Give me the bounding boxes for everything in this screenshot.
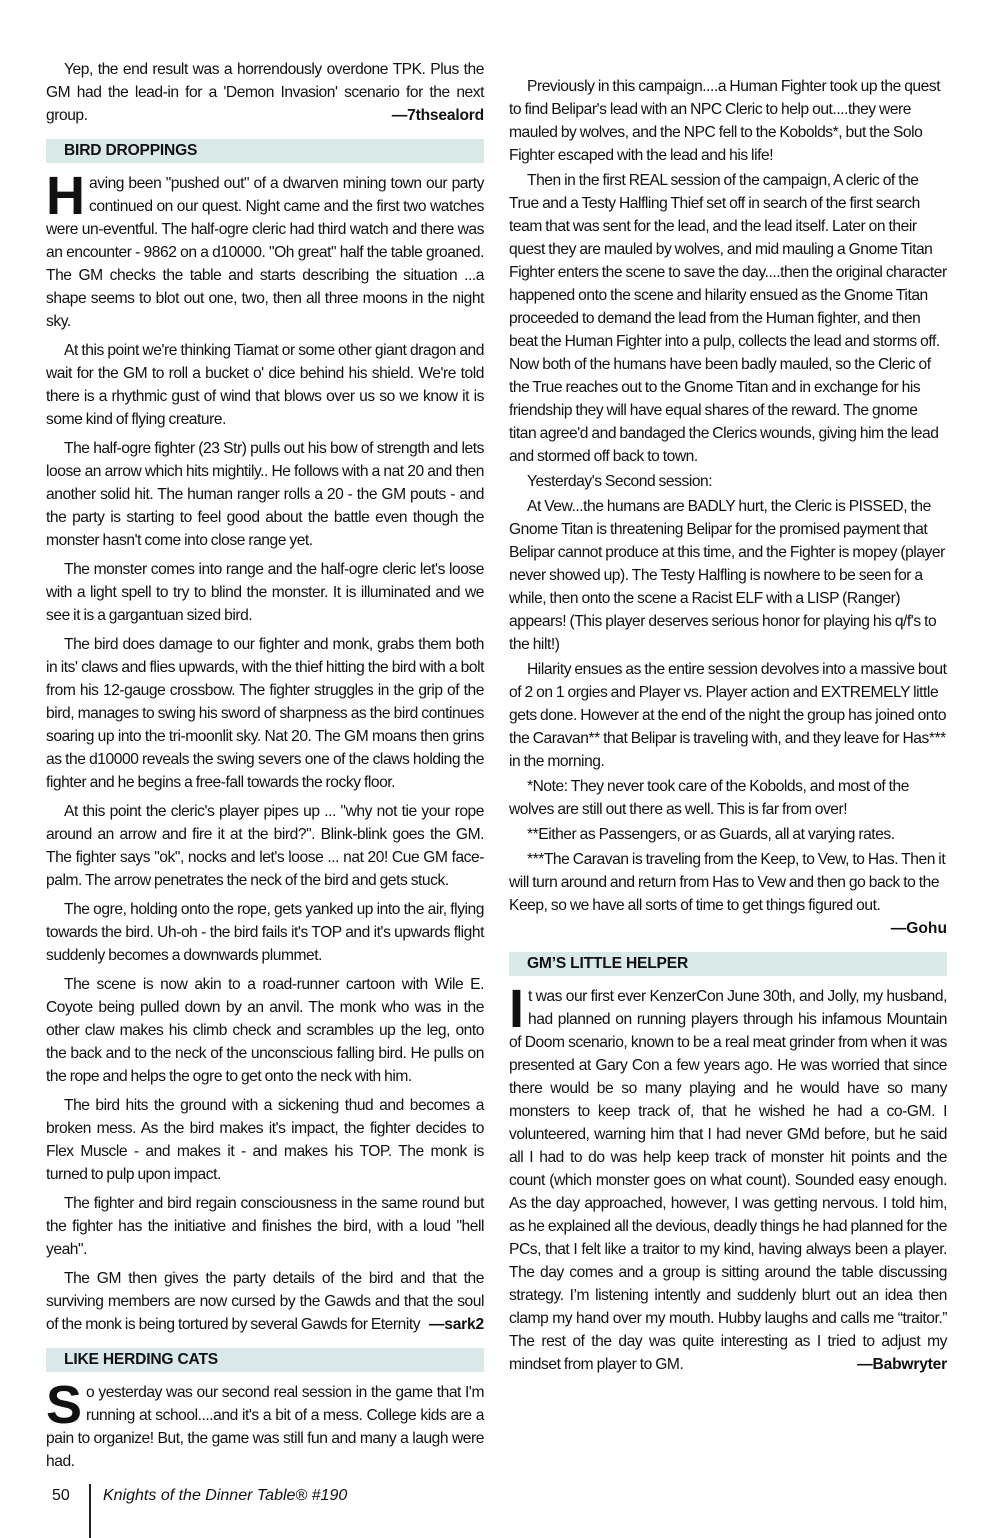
intro-signature: —7thsealord bbox=[391, 107, 484, 124]
herding-cats-first-paragraph: So yesterday was our second real session in the game that I'm running at school....and it's a bit of a mess. College kids are a pain to organize! But, the game was still fun and many a laugh were had. bbox=[46, 1375, 484, 1470]
herding-cats-heading: LIKE HERDING CATS bbox=[46, 1348, 484, 1372]
article-paragraph: The half-ogre fighter (23 Str) pulls out his bow of strength and lets loose an arrow which hits mightily.. He follows with a nat 20 and then another solid hit. The human ranger rolls a 20 - the GM pouts - and the party is starting to feel good about the battle even though the monster hasn't come into close range yet. bbox=[46, 440, 484, 549]
article-paragraph: Then in the first REAL session of the campaign, A cleric of the True and a Testy Halfling Thief set off in search of the first search team that was sent for the lead, and the lead itself. Later on their quest they are mauled by wolves, and mid mauling a Gnome Titan Fighter enters the scene to save the day....then the original character happened onto the scene and hilarity ensued as the Gnome Titan proceeded to demand the lead from the Human fighter, and then beat the Human Fighter into a pulp, collects the lead and storms off. Now both of the humans have been badly mauled, so the Cleric of the True reaches out to the Gnome Titan and in exchange for his friendship they will have equal shares of the reward. The gnome titan agree'd and bandaged the Clerics wounds, giving him the lead and stormed off back to town. bbox=[509, 172, 947, 465]
article-paragraph: The bird does damage to our fighter and monk, grabs them both in its' claws and flies upwards, with the thief hitting the bird with a bolt from his 12-gauge crossbow. The fighter struggles in the grip of the bird, manages to swing his sword of sharpness as the bird continues soaring up into the tri-moonlit sky. Nat 20. The GM moans then grins as the d10000 reveals the swing severs one of the claws holding the fighter and he begins a free-fall towards the rocky floor. bbox=[46, 636, 484, 791]
herding-cats-signature: —Gohu bbox=[890, 920, 947, 937]
bird-droppings-heading: BIRD DROPPINGS bbox=[46, 139, 484, 163]
bird-droppings-last-paragraph: The GM then gives the party details of the bird and that the surviving members are now cursed by the Gawds and that the soul of the monk is being tortured by several Gawds for Eternity —sark2 bbox=[46, 1267, 484, 1336]
gms-little-helper-signature: —Babwryter bbox=[857, 1356, 947, 1373]
article-paragraph: Hilarity ensues as the entire session devolves into a massive bout of 2 on 1 orgies and Player vs. Player action and EXTREMELY little gets done. However at the end of the night the group has joined onto the Caravan** that Belipar is traveling with, and they leave for Has*** in the morning. bbox=[509, 661, 947, 770]
article-paragraph: At this point the cleric's player pipes up ... "why not tie your rope around an arrow and fire it at the bird?". Blink-blink goes the GM. The fighter says "ok", nocks and let's loose ... nat 20! Cue GM face-palm. The arrow penetrates the neck of the bird and gets stuck. bbox=[46, 803, 484, 889]
bird-droppings-signature: —sark2 bbox=[428, 1316, 484, 1333]
bird-droppings-first-paragraph: Having been "pushed out" of a dwarven mining town our party continued on our quest. Night came and the first two watches were un-eventful. The half-ogre cleric had third watch and there was an encounter - 9862 on a d10000. "Oh great" half the table groaned. The GM checks the table and starts describing the situation ...a shape seems to blot out one, two, then all three moons in the night sky. bbox=[46, 166, 484, 330]
article-paragraph: The monster comes into range and the half-ogre cleric let's loose with a light spell to try to blind the monster. It is illuminated and we see it is a gargantuan sized bird. bbox=[46, 561, 484, 624]
drop-cap: S bbox=[46, 1375, 83, 1435]
article-paragraph: *Note: They never took care of the Kobolds, and most of the wolves are still out there as well. This is far from over! bbox=[509, 778, 910, 818]
right-column bbox=[509, 58, 947, 1378]
page-footer bbox=[0, 1484, 994, 1538]
article-paragraph: The bird hits the ground with a sickening thud and becomes a broken mess. As the bird makes it's impact, the fighter decides to Flex Muscle - and makes it - and makes his TOP. The monk is turned to pulp upon impact. bbox=[46, 1097, 484, 1183]
article-paragraph: At this point we're thinking Tiamat or some other giant dragon and wait for the GM to roll a bucket o' dice behind his shield. We're told there is a rhythmic gust of wind that blows over us so we know it is some kind of flying creature. bbox=[46, 342, 484, 428]
article-paragraph: **Either as Passengers, or as Guards, all at varying rates. bbox=[527, 826, 895, 843]
drop-cap: I bbox=[509, 979, 525, 1039]
footer-divider bbox=[89, 1484, 91, 1538]
article-paragraph: ***The Caravan is traveling from the Keep, to Vew, to Has. Then it will turn around and return from Has to Vew and then go back to the Keep, so we have all sorts of time to get things figured out. bbox=[509, 851, 946, 914]
gms-little-helper-paragraph: It was our first ever KenzerCon June 30th, and Jolly, my husband, had planned on running players through his infamous Mountain of Doom scenario, known to be a real meat grinder from when it was presented at Gary Con a few years ago. He was worried that since there would be so many playing and he would have so many monsters to keep track of, that he wished he had a co-GM. I volunteered, warning him that I had never GMd before, but he said all I had to do was help keep track of monster hit points and the count (which monster goes on what count). Sounded easy enough. As the day approached, however, I was getting nervous. I told him, as he explained all the devious, deadly things he had planned for the PCs, that I felt like a traitor to my kind, having always been a player. The day comes and a group is sitting around the table discussing strategy. I’m listening intently and suddenly blurt out an idea then clamp my hand over my mouth. Hubby laughs and calls me “traitor.” The rest of the day was quite interesting as I tried to adjust my mindset from player to GM. —Babwryter bbox=[509, 985, 947, 1376]
article-paragraph: At Vew...the humans are BADLY hurt, the Cleric is PISSED, the Gnome Titan is threatening Belipar for the promised payment that Belipar cannot produce at this time, and the Fighter is mopey (player never showed up). The Testy Halfling is nowhere to be seen for a while, then onto the scene a Racist ELF with a LISP (Ranger) appears! (This player deserves serious honor for playing his q/f's to the hilt!) bbox=[509, 498, 945, 653]
article-paragraph: Previously in this campaign....a Human Fighter took up the quest to find Belipar's lead with an NPC Cleric to help out....they were mauled by wolves, and the NPC fell to the Kobolds*, but the Solo Fighter escaped with the lead and his life! bbox=[509, 78, 941, 164]
article-paragraph: The ogre, holding onto the rope, gets yanked up into the air, flying towards the bird. Uh-oh - the bird fails it's TOP and it's upwards flight suddenly becomes a downwards plummet. bbox=[46, 901, 484, 964]
gms-little-helper-heading: GM’S LITTLE HELPER bbox=[509, 952, 947, 976]
left-column bbox=[46, 58, 484, 1479]
page-number: 50 bbox=[52, 1487, 70, 1504]
intro-paragraph: Yep, the end result was a horrendously overdone TPK. Plus the GM had the lead-in for a 'Demon Invasion' scenario for the next group. —7thsealord bbox=[46, 58, 484, 127]
drop-cap: H bbox=[46, 166, 85, 226]
article-paragraph: The scene is now akin to a road-runner cartoon with Wile E. Coyote being pulled down by an anvil. The monk who was in the other claw makes his climb check and scrambles up the leg, onto the back and to the neck of the unconscious falling bird. He pulls on the rope and helps the ogre to get onto the neck with him. bbox=[46, 976, 484, 1085]
article-paragraph: The fighter and bird regain consciousness in the same round but the fighter has the initiative and finishes the bird, with a loud "hell yeah". bbox=[46, 1195, 484, 1258]
article-paragraph: Yesterday's Second session: bbox=[527, 473, 713, 490]
publication-title: Knights of the Dinner Table® #190 bbox=[103, 1487, 348, 1504]
